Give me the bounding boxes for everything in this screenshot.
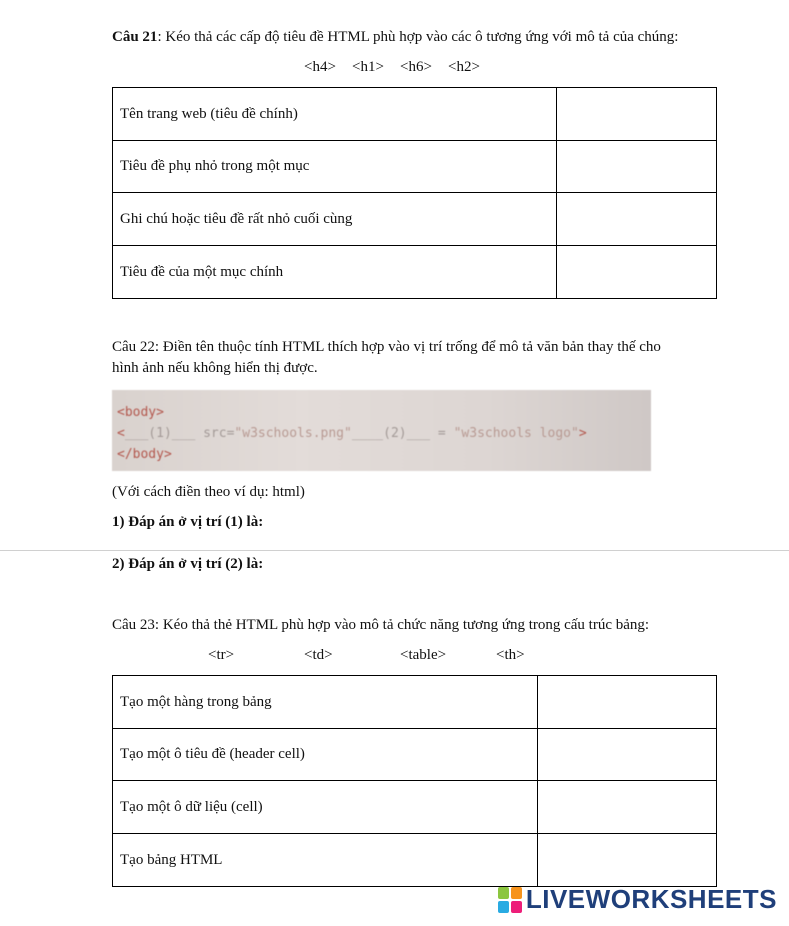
q21-row-label: Tiêu đề của một mục chính xyxy=(113,246,557,299)
q23-drop-zone-3[interactable] xyxy=(538,781,717,834)
liveworksheets-logo xyxy=(498,884,777,915)
q22-prompt-line2: hình ảnh nếu không hiển thị được. xyxy=(112,360,318,376)
q21-option-h4[interactable]: <h4> xyxy=(304,59,336,75)
q23-options xyxy=(208,647,525,664)
q23-option-td[interactable]: <td> xyxy=(304,647,333,663)
q23-table xyxy=(112,675,717,887)
code-src-value: "w3schools.png" xyxy=(234,426,352,441)
q22-answer-1-label xyxy=(112,514,263,531)
q21-prompt xyxy=(112,29,678,46)
q22-prompt-line1: Câu 22: Điền tên thuộc tính HTML thích hợp vào vị trí trống để mô tả văn bản thay thế cho xyxy=(112,339,661,355)
q23-drop-zone-2[interactable] xyxy=(538,729,717,781)
q22-answer-1-text: 1) Đáp án ở vị trí (1) là: xyxy=(112,514,264,530)
table-row xyxy=(113,729,717,781)
table-row xyxy=(113,246,717,299)
q21-drop-zone-2[interactable] xyxy=(557,141,717,193)
q23-prompt: Câu 23: Kéo thả thẻ HTML phù hợp vào mô tả chức năng tương ứng trong cấu trúc bảng: xyxy=(112,617,650,633)
q23-option-tr[interactable]: <tr> xyxy=(208,647,235,663)
q21-row-label: Tên trang web (tiêu đề chính) xyxy=(113,88,557,141)
table-row xyxy=(113,834,717,887)
code-alt-value: "w3schools logo" xyxy=(453,426,579,441)
q22-answer-2-text: 2) Đáp án ở vị trí (2) là: xyxy=(112,556,264,572)
q21-table xyxy=(112,87,717,299)
q21-row-label: Ghi chú hoặc tiêu đề rất nhỏ cuối cùng xyxy=(113,193,557,246)
code-blank-2: ____(2)___ xyxy=(351,426,431,441)
q23-option-th[interactable]: <th> xyxy=(496,647,525,663)
q21-drop-zone-3[interactable] xyxy=(557,193,717,246)
q21-option-h2[interactable]: <h2> xyxy=(448,59,480,75)
q23-drop-zone-1[interactable] xyxy=(538,676,717,729)
q23-drop-zone-4[interactable] xyxy=(538,834,717,887)
q21-drop-zone-4[interactable] xyxy=(557,246,717,299)
q21-number: Câu 21 xyxy=(112,29,158,45)
q21-option-h6[interactable]: <h6> xyxy=(400,59,432,75)
q21-option-h1[interactable]: <h1> xyxy=(352,59,384,75)
table-row xyxy=(113,88,717,141)
code-blank-1: ___(1)___ xyxy=(124,426,196,441)
table-row xyxy=(113,781,717,834)
brand-name: LIVEWORKSHEETS xyxy=(525,884,777,914)
q21-options xyxy=(304,59,480,76)
code-gt: > xyxy=(578,426,587,441)
q23-row-label: Tạo một ô tiêu đề (header cell) xyxy=(113,729,538,781)
code-example-image xyxy=(112,390,651,471)
table-row xyxy=(113,141,717,193)
code-src-attr: src= xyxy=(195,426,235,441)
code-body-close: </body> xyxy=(117,447,172,462)
table-row xyxy=(113,193,717,246)
code-body-open: <body> xyxy=(117,405,164,420)
code-equals: = xyxy=(430,426,454,441)
divider xyxy=(0,550,789,551)
liveworksheets-logo-icon xyxy=(498,887,522,913)
q22-answer-2-label xyxy=(112,556,263,573)
table-row xyxy=(113,676,717,729)
q23-option-table[interactable]: <table> xyxy=(400,647,447,663)
q23-row-label: Tạo bảng HTML xyxy=(113,834,538,887)
code-lt: < xyxy=(117,426,125,441)
q23-row-label: Tạo một ô dữ liệu (cell) xyxy=(113,781,538,834)
q21-drop-zone-1[interactable] xyxy=(557,88,717,141)
q21-row-label: Tiêu đề phụ nhỏ trong một mục xyxy=(113,141,557,193)
q21-text: : Kéo thả các cấp độ tiêu đề HTML phù hợp vào các ô tương ứng với mô tả của chúng: xyxy=(157,29,679,45)
q23-row-label: Tạo một hàng trong bảng xyxy=(113,676,538,729)
q22-hint: (Với cách điền theo ví dụ: html) xyxy=(112,484,305,500)
